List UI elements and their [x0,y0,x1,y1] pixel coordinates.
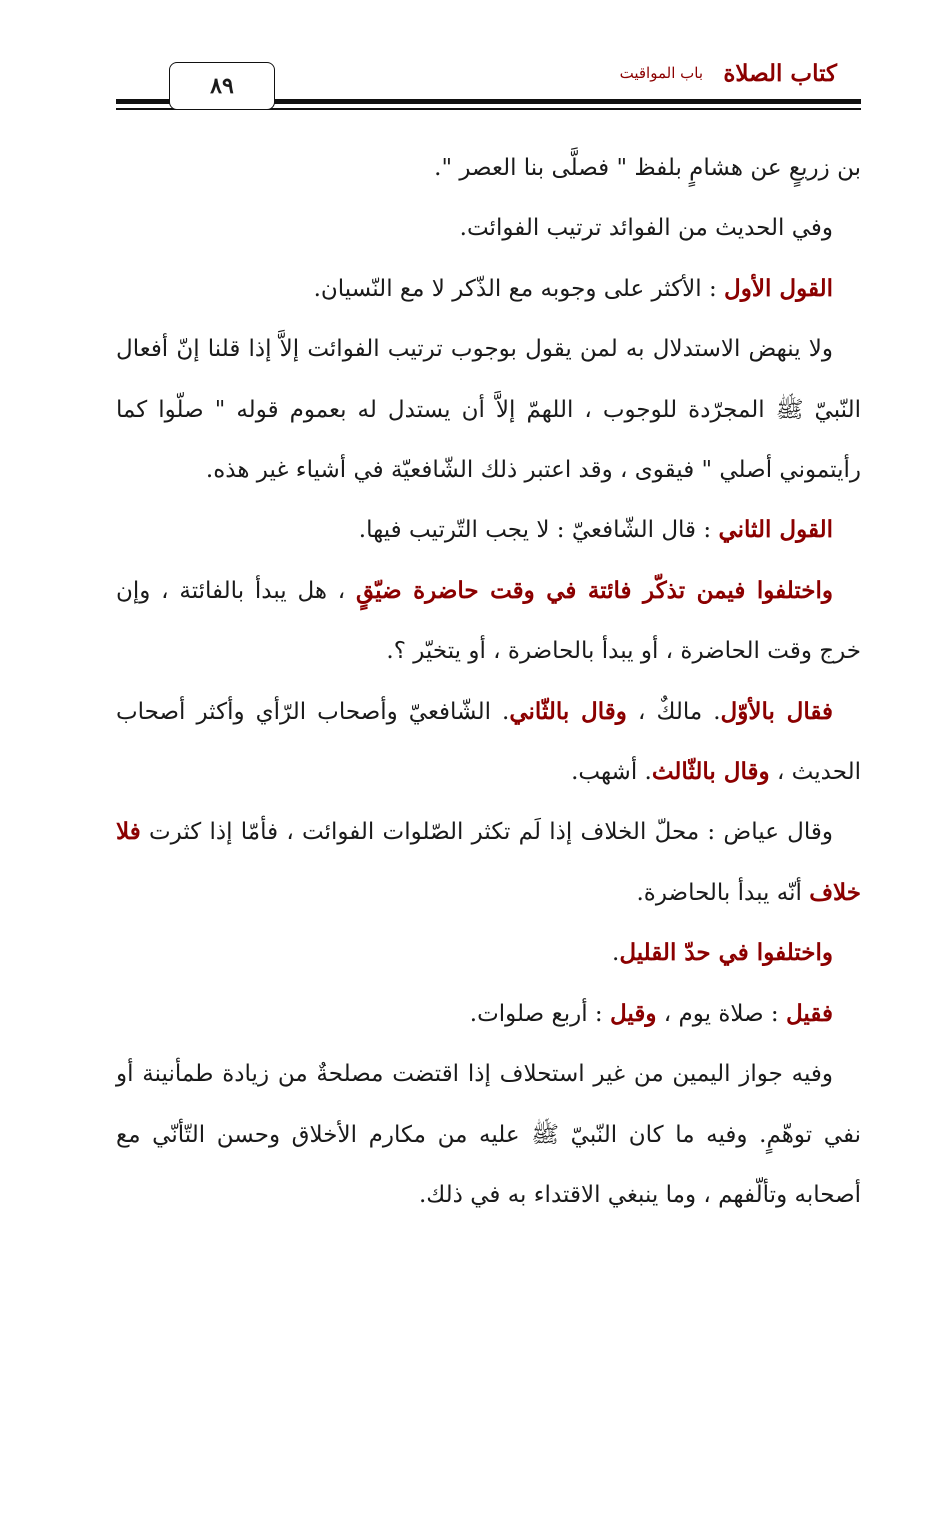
paragraph [116,682,861,803]
heading-phrase: فقال بالأوّل [720,697,834,725]
chapter-title: باب المواقيت [619,64,703,82]
paragraph [116,1044,861,1225]
text-segment: أنّه يبدأ بالحاضرة. [636,879,810,906]
text-segment: وفي الحديث من الفوائد ترتيب الفوائت. [459,215,833,242]
text-segment: وفيه جواز اليمين من غير استحلاف إذا اقتضت مصلحةٌ من زيادة طمأنينة أو نفي توهّمٍ. وفيه ما كان النّبيّ ﷺ عليه من مكارم الأخلاق وحسن التّأنّي مع أصحابه وتألّفهم ، وما ينبغي الاقتداء به في ذلك. [116,1061,861,1208]
text-segment: وقال عياض : محلّ الخلاف إذا لَم تكثر الصّلوات الفوائت ، فأمّا إذا كثرت [140,819,833,846]
book-title: كتاب الصلاة [723,60,837,87]
heading-phrase: القول الأول [724,274,833,302]
page-header [116,52,861,110]
text-segment: : أربع صلوات. [469,1000,610,1027]
heading-phrase: وقال بالثّالث [651,758,770,786]
paragraph [116,802,861,923]
paragraph [116,984,861,1044]
text-segment: : صلاة يوم ، [656,1000,786,1027]
heading-phrase: واختلفوا فيمن تذكّر فائتة في وقت حاضرة ضيّقٍ [355,576,833,604]
paragraph [116,198,861,258]
paragraph [116,259,861,319]
text-segment: . أشهب. [571,759,652,786]
text-segment: . مالكٌ ، [626,698,721,725]
text-segment: . الشّافعيّ وأصحاب الرّأي وأكثر أصحاب الحديث ، [116,698,861,786]
heading-phrase: واختلفوا في حدّ القليل [619,939,833,967]
paragraph [116,500,861,560]
heading-phrase: وقال بالثّاني [509,697,627,725]
page-number: ٨٩ [169,62,275,110]
paragraph [116,561,861,682]
text-segment: : الأكثر على وجوبه مع الذّكر لا مع النّسيان. [313,275,725,302]
paragraph [116,923,861,983]
heading-phrase: فقيل [786,999,833,1027]
text-segment: ولا ينهض الاستدلال به لمن يقول بوجوب ترتيب الفوائت إلاَّ إذا قلنا إنّ أفعال النّبيّ ﷺ المجرّدة للوجوب ، اللهمّ إلاَّ أن يستدل له بعموم قوله " صلّوا كما رأيتموني أصلي " فيقوى ، وقد اعتبر ذلك الشّافعيّة في أشياء غير هذه. [116,336,861,484]
page-body [116,138,861,1225]
heading-phrase: فلا خلاف [116,818,861,906]
text-segment: . [612,940,620,967]
text-segment: ، هل يبدأ بالفائتة ، وإن خرج وقت الحاضرة ، أو يبدأ بالحاضرة ، أو يتخيّر ؟. [116,577,861,665]
text-segment: : قال الشّافعيّ : لا يجب التّرتيب فيها. [358,517,719,544]
text-segment: بن زريعٍ عن هشامٍ بلفظ " فصلَّى بنا العصر ". [434,155,861,181]
paragraph-continuation [116,138,861,198]
heading-phrase: وقيل [609,999,657,1027]
paragraph [116,319,861,500]
heading-phrase: القول الثاني [718,516,833,544]
